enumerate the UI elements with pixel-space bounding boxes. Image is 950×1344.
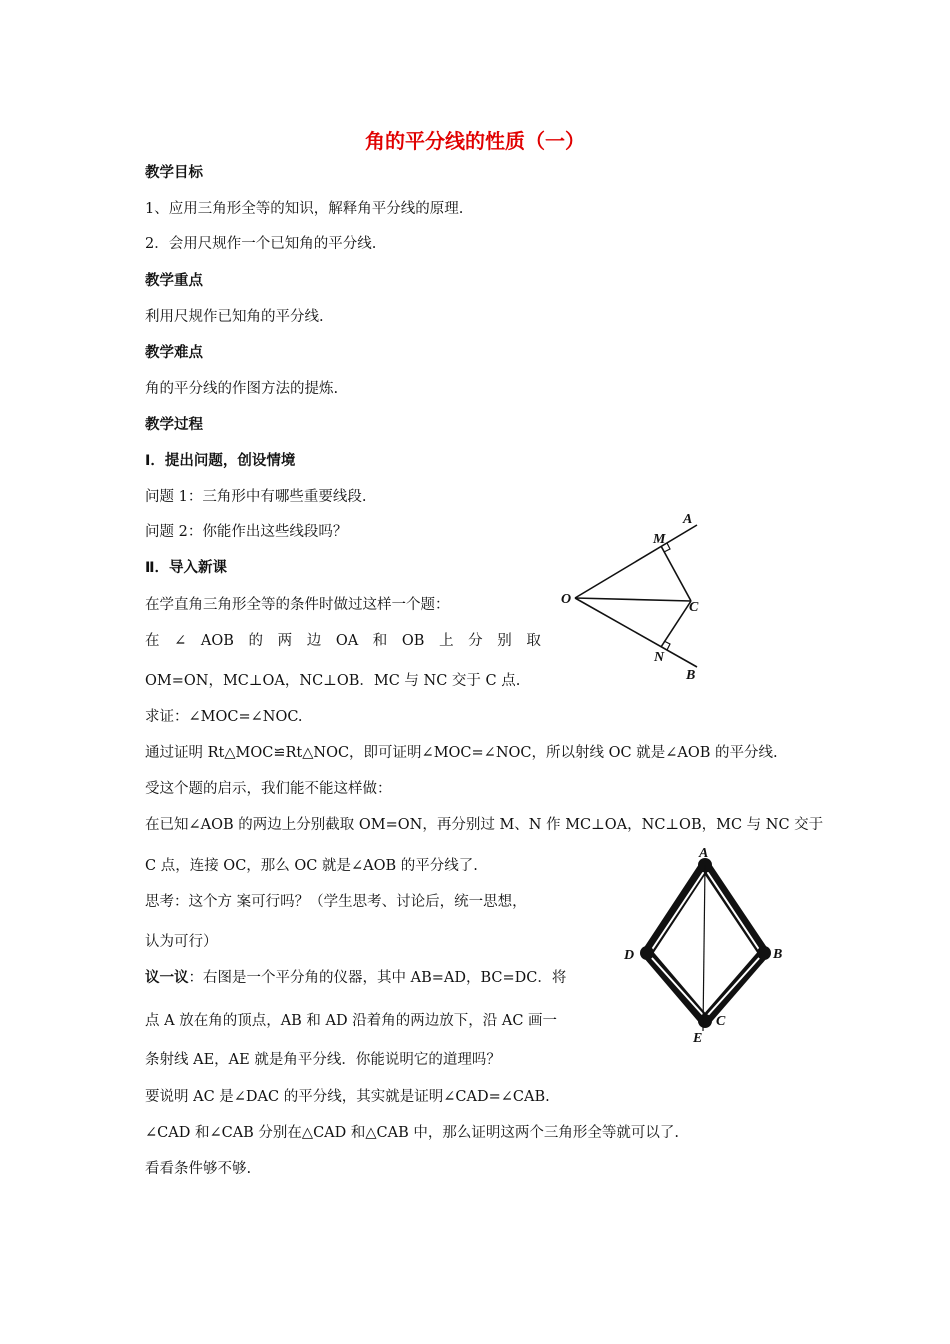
page-title: 角的平分线的性质（一） (365, 129, 585, 153)
problem-word: 别 (497, 633, 512, 649)
ray-ob (575, 598, 697, 667)
problem-line-1 (145, 631, 541, 651)
prove-line: 求证：∠MOC=∠NOC. (145, 709, 303, 725)
objective-2: 2．会用尺规作一个已知角的平分线. (145, 236, 377, 252)
problem-word: OB (401, 633, 425, 649)
ray-ae (703, 865, 705, 1031)
highlight-ab (708, 873, 760, 951)
problem-word: 的 (248, 633, 263, 649)
problem-word: 上 (439, 633, 454, 649)
inspire-line: 受这个题的启示，我们能不能这样做： (145, 781, 392, 797)
problem-word: 边 (306, 633, 322, 649)
think-line-1: 思考：这个方 案可行吗？（学生思考、讨论后，统一思想， (145, 894, 527, 910)
pivot-c (698, 1014, 712, 1028)
focus-text: 利用尺规作已知角的平分线. (145, 309, 324, 325)
discuss-line-2: 点 A 放在角的顶点，AB 和 AD 沿着角的两边放下，沿 AC 画一 (145, 1013, 558, 1029)
explain-line-3: 看看条件够不够. (145, 1161, 252, 1177)
proof-line: 通过证明 Rt△MOC≌Rt△NOC，即可证明∠MOC=∠NOC，所以射线 OC 就是∠AOB 的平分线. (145, 745, 778, 761)
segment-nc (661, 601, 691, 647)
bisector-instrument-figure (620, 843, 790, 1048)
problem-word: 在 (145, 633, 160, 649)
objectives-heading: 教学目标 (145, 165, 203, 181)
method-line-1: 在已知∠AOB 的两边上分别截取 OM=ON，再分别过 M、N 作 MC⊥OA，NC⊥OB，MC 与 NC 交于 (145, 817, 824, 833)
label-n: N (654, 650, 665, 665)
question-1: 问题 1：三角形中有哪些重要线段. (145, 489, 367, 505)
discuss-text: ：右图是一个平分角的仪器，其中 AB=AD，BC=DC．将 (188, 970, 567, 986)
highlight-dc (651, 957, 703, 1015)
segment-oc (575, 598, 691, 601)
label-e: E (693, 1031, 703, 1046)
discuss-line-1 (145, 968, 566, 988)
label-o: O (561, 592, 572, 607)
highlight-bc (708, 957, 760, 1015)
problem-word: 取 (526, 633, 541, 649)
intro-line: 在学直角三角形全等的条件时做过这样一个题： (145, 597, 450, 613)
explain-line-2: ∠CAD 和∠CAB 分别在△CAD 和△CAB 中，那么证明这两个三角形全等就可以了. (145, 1125, 679, 1141)
label-a: A (683, 512, 693, 527)
problem-word: 两 (277, 633, 293, 649)
label-d: D (624, 948, 635, 963)
segment-mc (661, 546, 691, 601)
problem-word: 分 (468, 633, 483, 649)
problem-word: ∠ (174, 633, 187, 649)
instrument-bars (647, 865, 764, 1021)
difficulty-text: 角的平分线的作图方法的提炼. (145, 381, 339, 397)
problem-word: AOB (200, 633, 234, 649)
pivot-b (757, 946, 771, 960)
angle-bisector-figure (555, 505, 715, 690)
explain-line-1: 要说明 AC 是∠DAC 的平分线，其实就是证明∠CAD=∠CAB. (145, 1089, 550, 1105)
discuss-line-3: 条射线 AE，AE 就是角平分线．你能说明它的道理吗？ (145, 1052, 501, 1068)
discuss-label: 议一议 (145, 970, 189, 986)
difficulty-heading: 教学难点 (145, 345, 203, 361)
think-line-2: 认为可行） (145, 934, 218, 950)
objective-1: 1、应用三角形全等的知识，解释角平分线的原理. (145, 201, 464, 217)
question-2: 问题 2：你能作出这些线段吗？ (145, 524, 348, 540)
label-a: A (699, 846, 709, 861)
bar-ad (647, 865, 705, 953)
problem-word: OA (335, 633, 359, 649)
instrument-highlights (651, 873, 760, 1015)
bar-ab (705, 865, 764, 953)
part2-heading: Ⅱ．导入新课 (145, 560, 228, 576)
label-c: C (689, 600, 699, 615)
process-heading: 教学过程 (145, 417, 203, 433)
pivot-d (640, 946, 654, 960)
problem-word: 和 (372, 633, 388, 649)
problem-line-2: OM=ON，MC⊥OA，NC⊥OB．MC 与 NC 交于 C 点. (145, 673, 521, 689)
label-m: M (653, 532, 666, 547)
label-b: B (686, 668, 696, 683)
focus-heading: 教学重点 (145, 273, 203, 289)
label-c: C (716, 1014, 726, 1029)
method-line-2: C 点，连接 OC，那么 OC 就是∠AOB 的平分线了. (145, 858, 478, 874)
label-b: B (773, 947, 783, 962)
part1-heading: Ⅰ．提出问题，创设情境 (145, 453, 296, 469)
ray-oa (575, 525, 697, 598)
highlight-ad (651, 873, 703, 951)
